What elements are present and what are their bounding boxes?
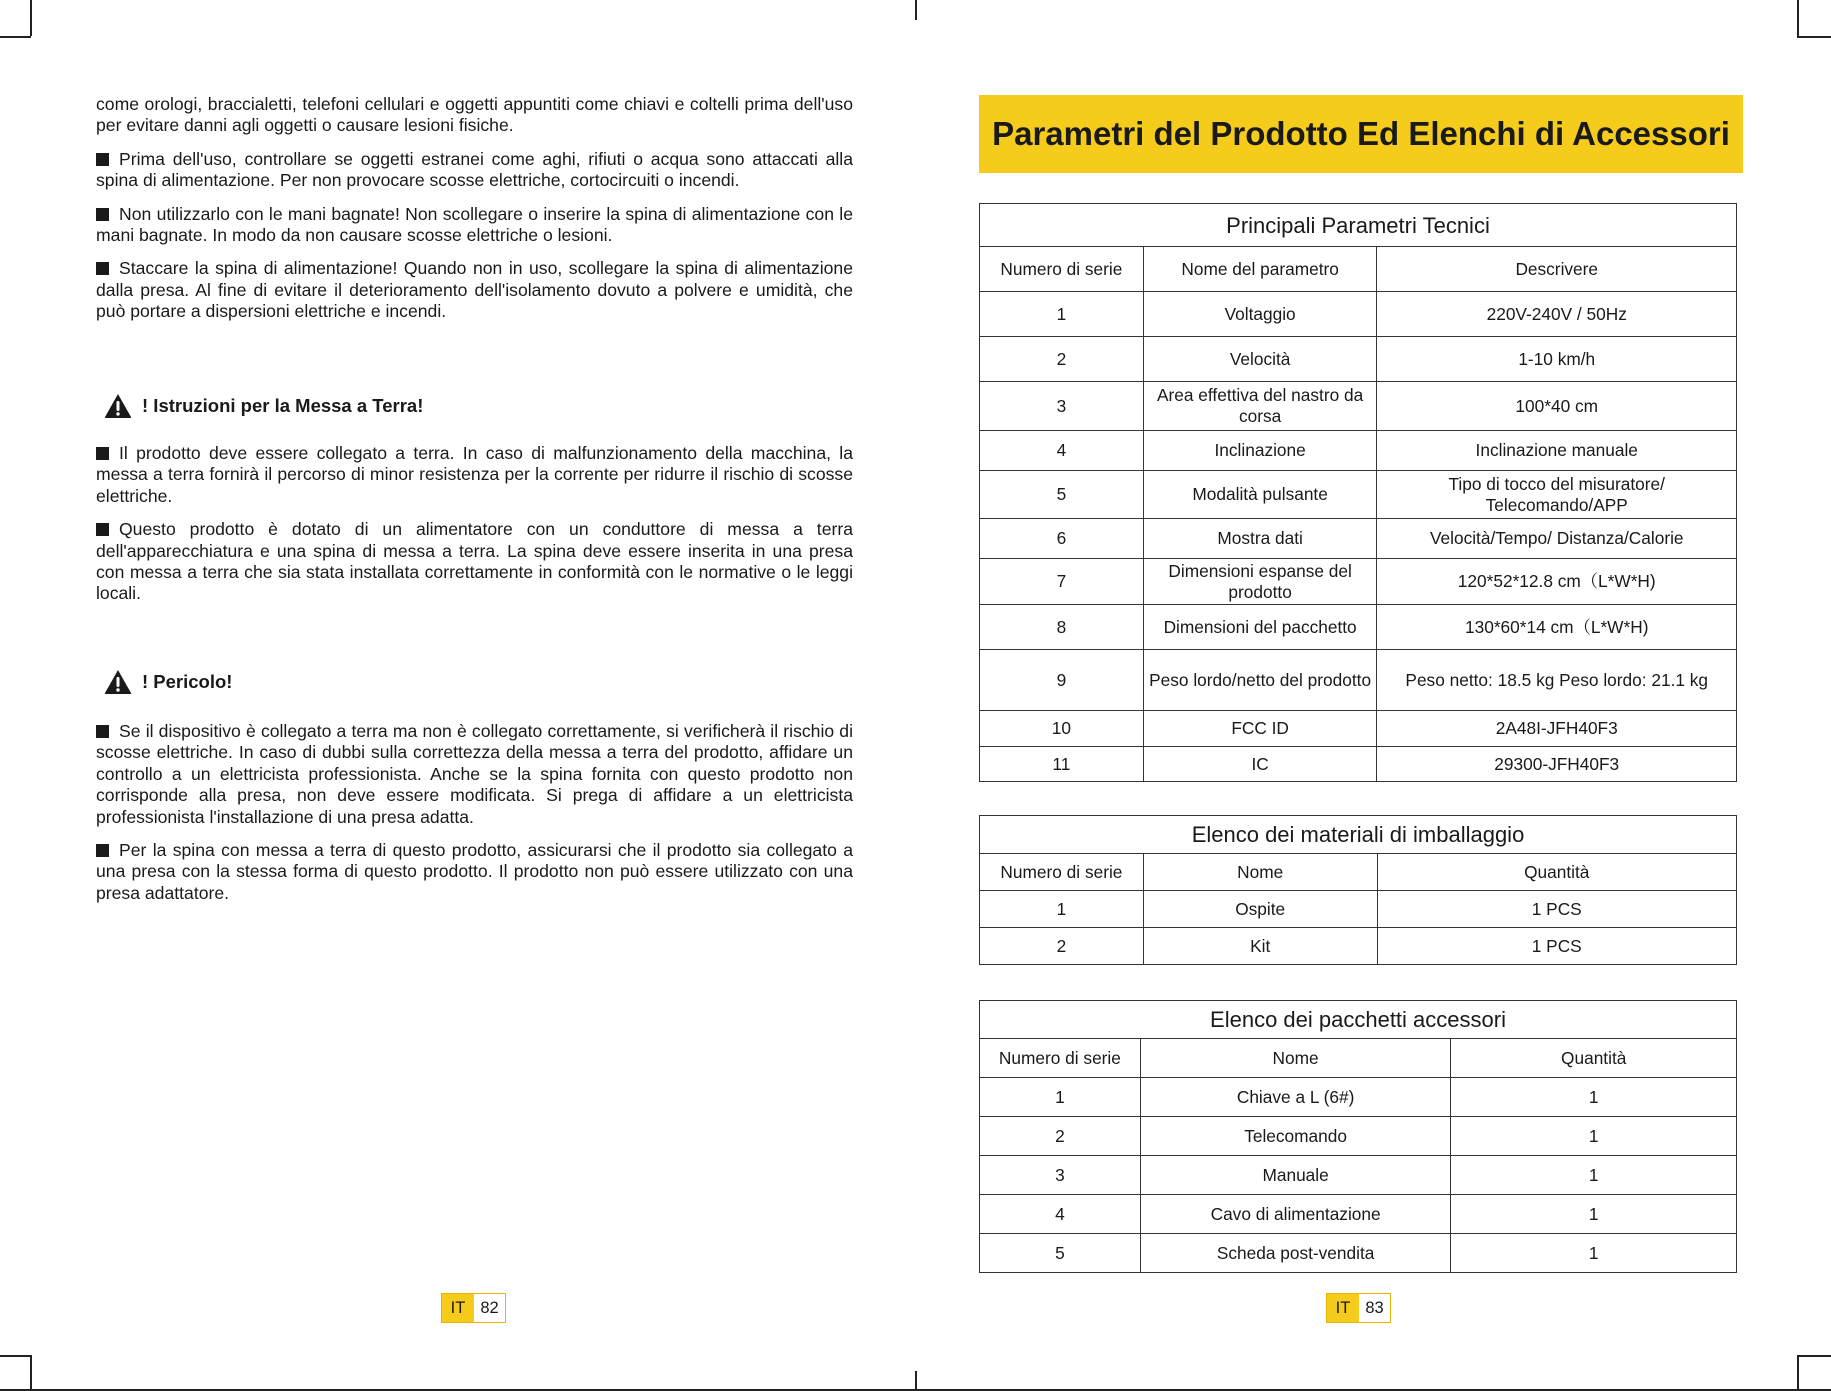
bullet-square-icon bbox=[96, 725, 109, 738]
page-number-badge bbox=[1326, 1293, 1391, 1323]
table-row bbox=[980, 747, 1737, 782]
table-row bbox=[980, 928, 1737, 965]
cell-serial: 10 bbox=[980, 711, 1144, 747]
column-header: Quantità bbox=[1377, 854, 1737, 891]
table-title: Elenco dei pacchetti accessori bbox=[980, 1001, 1737, 1039]
table-row bbox=[980, 1195, 1737, 1234]
cell-name: Telecomando bbox=[1140, 1117, 1451, 1156]
bullet-paragraph: Per la spina con messa a terra di questo prodotto, assicurarsi che il prodotto sia collegato a una presa con la stessa forma di questo prodotto. Il prodotto non può essere utilizzato con una presa adattatore. bbox=[96, 840, 853, 903]
cell-name: Cavo di alimentazione bbox=[1140, 1195, 1451, 1234]
cell-serial: 1 bbox=[980, 292, 1144, 337]
cell-serial: 9 bbox=[980, 650, 1144, 711]
cell-description: 1-10 km/h bbox=[1377, 337, 1737, 382]
column-header: Descrivere bbox=[1377, 247, 1737, 292]
cell-param-name: IC bbox=[1143, 747, 1377, 782]
bullet-paragraph: Se il dispositivo è collegato a terra ma non è collegato correttamente, si verificherà il rischio di scosse elettriche. In caso di dubbi sulla correttezza della messa a terra del prodotto, affidare un controllo a un elettricista professionista. Anche se la spina fornita con questo prodotto non corrisponde alla presa, non deve essere modificata. Si prega di affidare a un elettricista professionista l'installazione di una presa adatta. bbox=[96, 721, 853, 827]
cell-quantity: 1 PCS bbox=[1377, 928, 1737, 965]
cell-description: 130*60*14 cm（L*W*H) bbox=[1377, 605, 1737, 650]
bullet-square-icon bbox=[96, 523, 109, 536]
cell-name: Kit bbox=[1143, 928, 1377, 965]
column-header: Nome bbox=[1140, 1039, 1451, 1078]
cell-serial: 5 bbox=[980, 471, 1144, 519]
table-title: Elenco dei materiali di imballaggio bbox=[980, 816, 1737, 854]
table-row bbox=[980, 1156, 1737, 1195]
cell-quantity: 1 PCS bbox=[1377, 891, 1737, 928]
table-row bbox=[980, 891, 1737, 928]
tech-params-table bbox=[979, 203, 1737, 782]
table-row bbox=[980, 1078, 1737, 1117]
cell-serial: 8 bbox=[980, 605, 1144, 650]
column-header: Numero di serie bbox=[980, 1039, 1141, 1078]
cell-param-name: Area effettiva del nastro da corsa bbox=[1143, 382, 1377, 431]
cell-param-name: Modalità pulsante bbox=[1143, 471, 1377, 519]
cell-param-name: Velocità bbox=[1143, 337, 1377, 382]
cell-param-name: Dimensioni del pacchetto bbox=[1143, 605, 1377, 650]
bullet-paragraph: Non utilizzarlo con le mani bagnate! Non scollegare o inserire la spina di alimentazione con le mani bagnate. In modo da non causare scosse elettriche o lesioni. bbox=[96, 203, 853, 246]
cell-quantity: 1 bbox=[1451, 1078, 1737, 1117]
column-header: Quantità bbox=[1451, 1039, 1737, 1078]
table-row bbox=[980, 471, 1737, 519]
cell-serial: 2 bbox=[980, 928, 1144, 965]
table-title: Principali Parametri Tecnici bbox=[980, 204, 1737, 247]
cell-serial: 2 bbox=[980, 337, 1144, 382]
cell-serial: 2 bbox=[980, 1117, 1141, 1156]
bullet-paragraph: Il prodotto deve essere collegato a terra. In caso di malfunzionamento della macchina, la messa a terra fornirà il percorso di minor resistenza per la corrente per ridurre il rischio di scosse elettriche. bbox=[96, 443, 853, 506]
cell-serial: 7 bbox=[980, 559, 1144, 605]
bullet-paragraph: Questo prodotto è dotato di un alimentatore con un conduttore di messa a terra dell'apparecchiatura e una spina di messa a terra. La spina deve essere inserita in una presa con messa a terra che sia stata installata correttamente in conformità con le normative o le leggi locali. bbox=[96, 519, 853, 604]
table-row bbox=[980, 605, 1737, 650]
cell-description: Velocità/Tempo/ Distanza/Calorie bbox=[1377, 519, 1737, 559]
page-language: IT bbox=[1327, 1294, 1359, 1322]
bullet-square-icon bbox=[96, 447, 109, 460]
cell-description: Inclinazione manuale bbox=[1377, 431, 1737, 471]
cell-param-name: Peso lordo/netto del prodotto bbox=[1143, 650, 1377, 711]
table-row bbox=[980, 559, 1737, 605]
left-page bbox=[0, 0, 915, 1391]
danger-heading: ! Pericolo! bbox=[104, 669, 232, 695]
accessories-table bbox=[979, 1000, 1737, 1273]
cell-description: 220V-240V / 50Hz bbox=[1377, 292, 1737, 337]
table-row bbox=[980, 1234, 1737, 1273]
cell-serial: 6 bbox=[980, 519, 1144, 559]
bullet-square-icon bbox=[96, 262, 109, 275]
cell-param-name: Dimensioni espanse del prodotto bbox=[1143, 559, 1377, 605]
table-row bbox=[980, 337, 1737, 382]
cell-serial: 5 bbox=[980, 1234, 1141, 1273]
page-number: 83 bbox=[1359, 1294, 1390, 1322]
cell-name: Scheda post-vendita bbox=[1140, 1234, 1451, 1273]
cell-param-name: Voltaggio bbox=[1143, 292, 1377, 337]
page-language: IT bbox=[442, 1294, 474, 1322]
cell-description: Tipo di tocco del misuratore/ Telecomando/APP bbox=[1377, 471, 1737, 519]
cell-param-name: FCC ID bbox=[1143, 711, 1377, 747]
table-row bbox=[980, 292, 1737, 337]
warning-triangle-icon bbox=[104, 393, 132, 419]
cell-serial: 11 bbox=[980, 747, 1144, 782]
intro-paragraph: come orologi, braccialetti, telefoni cellulari e oggetti appuntiti come chiavi e coltelli prima dell'uso per evitare danni agli oggetti o causare lesioni fisiche. bbox=[96, 94, 853, 136]
safety-text-top bbox=[96, 94, 853, 335]
bullet-paragraph: Staccare la spina di alimentazione! Quando non in uso, scollegare la spina di alimentazione dalla presa. Al fine di evitare il deterioramento dell'isolamento dovuto a polvere e umidità, che può portare a dispersioni elettriche e incendi. bbox=[96, 258, 853, 322]
grounding-heading: ! Istruzioni per la Messa a Terra! bbox=[104, 393, 423, 419]
cell-name: Manuale bbox=[1140, 1156, 1451, 1195]
table-row bbox=[980, 650, 1737, 711]
cell-description: 2A48I-JFH40F3 bbox=[1377, 711, 1737, 747]
cell-serial: 1 bbox=[980, 1078, 1141, 1117]
grounding-text bbox=[96, 443, 853, 617]
column-header: Numero di serie bbox=[980, 854, 1144, 891]
table-row bbox=[980, 1117, 1737, 1156]
bullet-square-icon bbox=[96, 208, 109, 221]
cell-param-name: Inclinazione bbox=[1143, 431, 1377, 471]
column-header: Nome del parametro bbox=[1143, 247, 1377, 292]
cell-serial: 4 bbox=[980, 1195, 1141, 1234]
cell-serial: 4 bbox=[980, 431, 1144, 471]
table-row bbox=[980, 431, 1737, 471]
cell-serial: 1 bbox=[980, 891, 1144, 928]
page-number: 82 bbox=[474, 1294, 505, 1322]
section-banner: Parametri del Prodotto Ed Elenchi di Accessori bbox=[979, 95, 1743, 173]
warning-triangle-icon bbox=[104, 669, 132, 695]
table-row bbox=[980, 519, 1737, 559]
cell-quantity: 1 bbox=[1451, 1156, 1737, 1195]
cell-description: 120*52*12.8 cm（L*W*H) bbox=[1377, 559, 1737, 605]
cell-name: Chiave a L (6#) bbox=[1140, 1078, 1451, 1117]
cell-quantity: 1 bbox=[1451, 1195, 1737, 1234]
column-header: Nome bbox=[1143, 854, 1377, 891]
cell-serial: 3 bbox=[980, 382, 1144, 431]
cell-name: Ospite bbox=[1143, 891, 1377, 928]
table-row bbox=[980, 711, 1737, 747]
bullet-square-icon bbox=[96, 153, 109, 166]
cell-description: 29300-JFH40F3 bbox=[1377, 747, 1737, 782]
bullet-square-icon bbox=[96, 844, 109, 857]
cell-description: 100*40 cm bbox=[1377, 382, 1737, 431]
right-page bbox=[915, 0, 1831, 1391]
bullet-paragraph: Prima dell'uso, controllare se oggetti estranei come aghi, rifiuti o acqua sono attaccati alla spina di alimentazione. Per non provocare scosse elettriche, cortocircuiti o incendi. bbox=[96, 148, 853, 191]
cell-quantity: 1 bbox=[1451, 1117, 1737, 1156]
table-row bbox=[980, 382, 1737, 431]
column-header: Numero di serie bbox=[980, 247, 1144, 292]
danger-text bbox=[96, 721, 853, 916]
cell-param-name: Mostra dati bbox=[1143, 519, 1377, 559]
cell-description: Peso netto: 18.5 kg Peso lordo: 21.1 kg bbox=[1377, 650, 1737, 711]
cell-serial: 3 bbox=[980, 1156, 1141, 1195]
page-number-badge bbox=[441, 1293, 506, 1323]
packaging-table bbox=[979, 815, 1737, 965]
cell-quantity: 1 bbox=[1451, 1234, 1737, 1273]
